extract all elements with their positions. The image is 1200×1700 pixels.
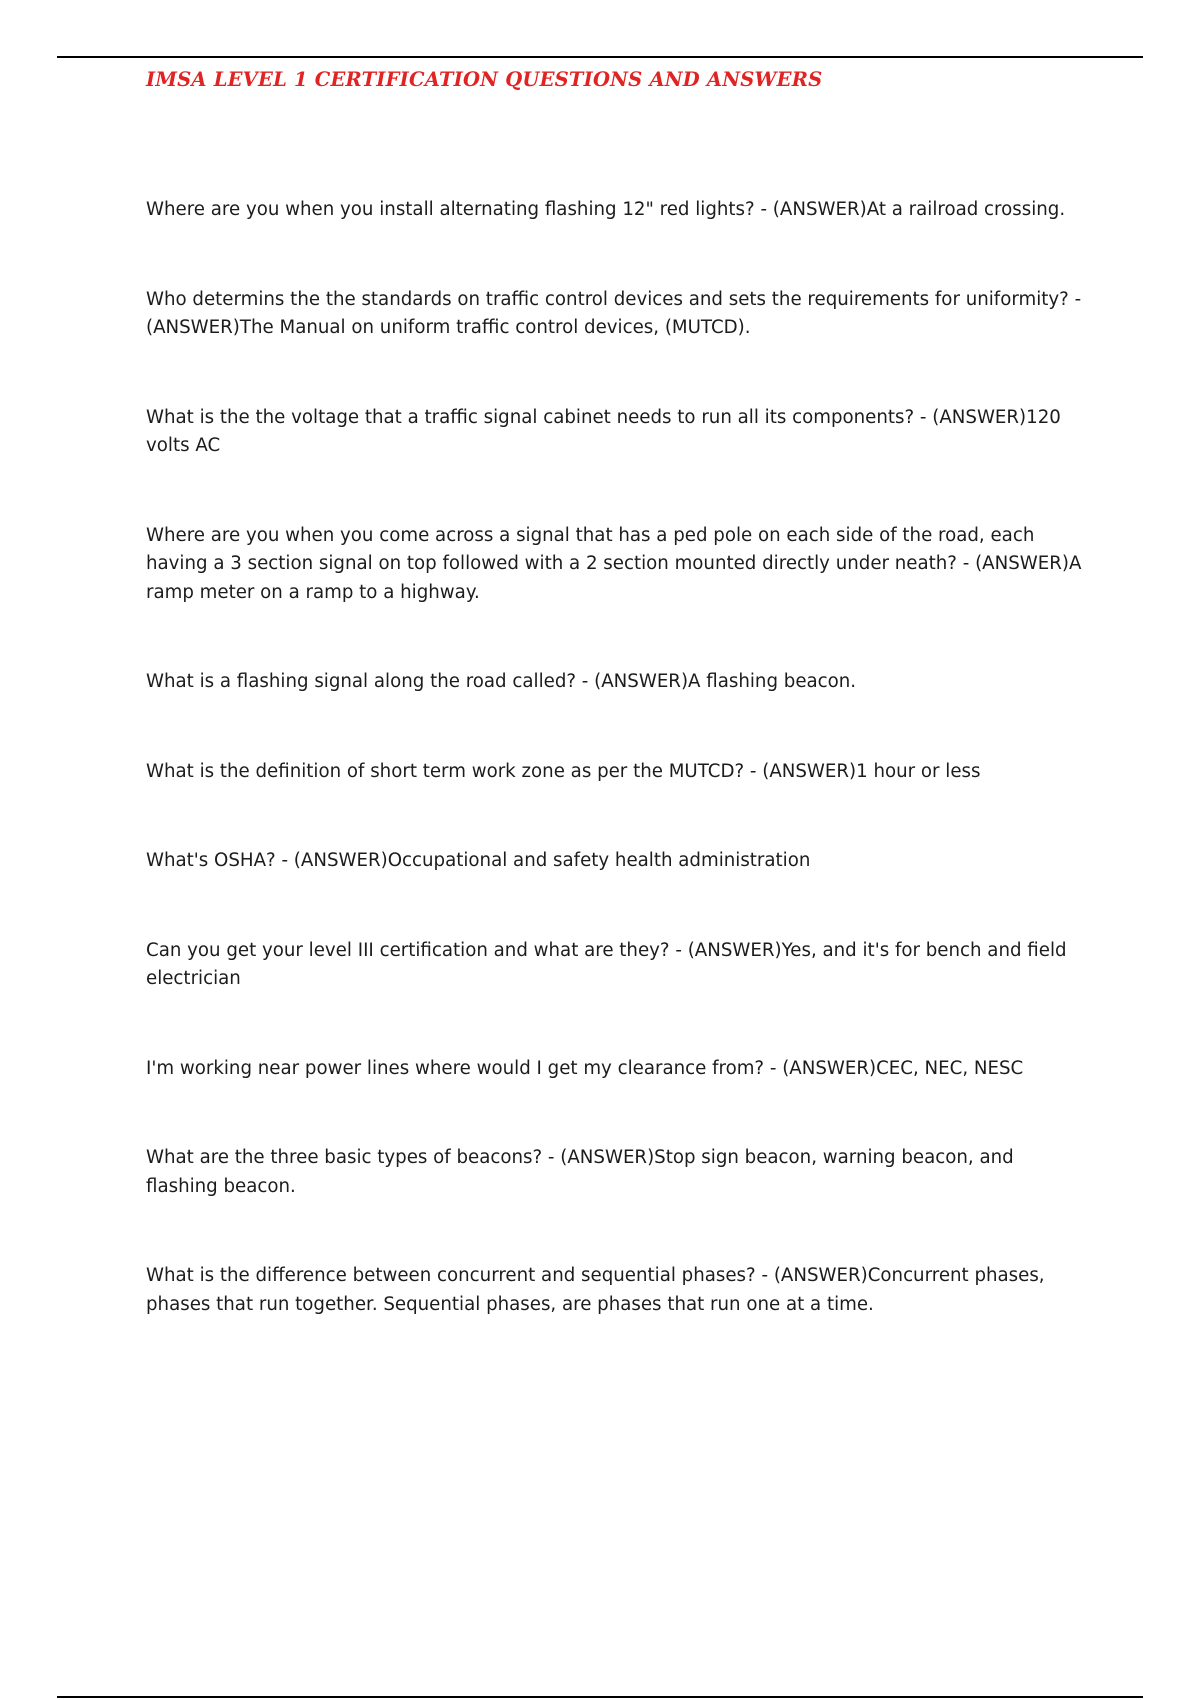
qa-item-6: What is the definition of short term work zone as per the MUTCD? - (ANSWER)1 hour or less: [146, 760, 981, 782]
bottom-rule: [57, 1696, 1143, 1698]
qa-list: [146, 196, 1086, 1380]
qa-item-3: What is the the voltage that a traffic signal cabinet needs to run all its components? - (ANSWER)120 volts AC: [146, 406, 1061, 456]
document-title: IMSA LEVEL 1 CERTIFICATION QUESTIONS AND ANSWERS: [146, 68, 823, 91]
qa-item-8: Can you get your level III certification and what are they? - (ANSWER)Yes, and it's for bench and field electrician: [146, 939, 1067, 989]
qa-item-10: What are the three basic types of beacons? - (ANSWER)Stop sign beacon, warning beacon, and flashing beacon.: [146, 1147, 1014, 1197]
qa-item-2: Who determins the the standards on traffic control devices and sets the requirements for uniformity? - (ANSWER)The Manual on uniform traffic control devices, (MUTCD).: [146, 288, 1082, 338]
qa-item-7: What's OSHA? - (ANSWER)Occupational and safety health administration: [146, 850, 811, 871]
qa-item-9: I'm working near power lines where would I get my clearance from? - (ANSWER)CEC, NEC, NESC: [146, 1057, 1024, 1079]
qa-item-1: Where are you when you install alternating flashing 12" red lights? - (ANSWER)At a railroad crossing.: [146, 199, 1066, 220]
qa-item-11: What is the difference between concurrent and sequential phases? - (ANSWER)Concurrent phases, phases that run together. Sequential phases, are phases that run one at a time.: [146, 1265, 1045, 1315]
qa-item-5: What is a flashing signal along the road called? - (ANSWER)A flashing beacon.: [146, 671, 857, 692]
qa-item-4: Where are you when you come across a signal that has a ped pole on each side of the road, each having a 3 section signal on top followed with a 2 section mounted directly under neath? - (ANSWER)A ramp meter on a ramp to a highway.: [146, 524, 1082, 603]
top-rule: [57, 56, 1143, 58]
